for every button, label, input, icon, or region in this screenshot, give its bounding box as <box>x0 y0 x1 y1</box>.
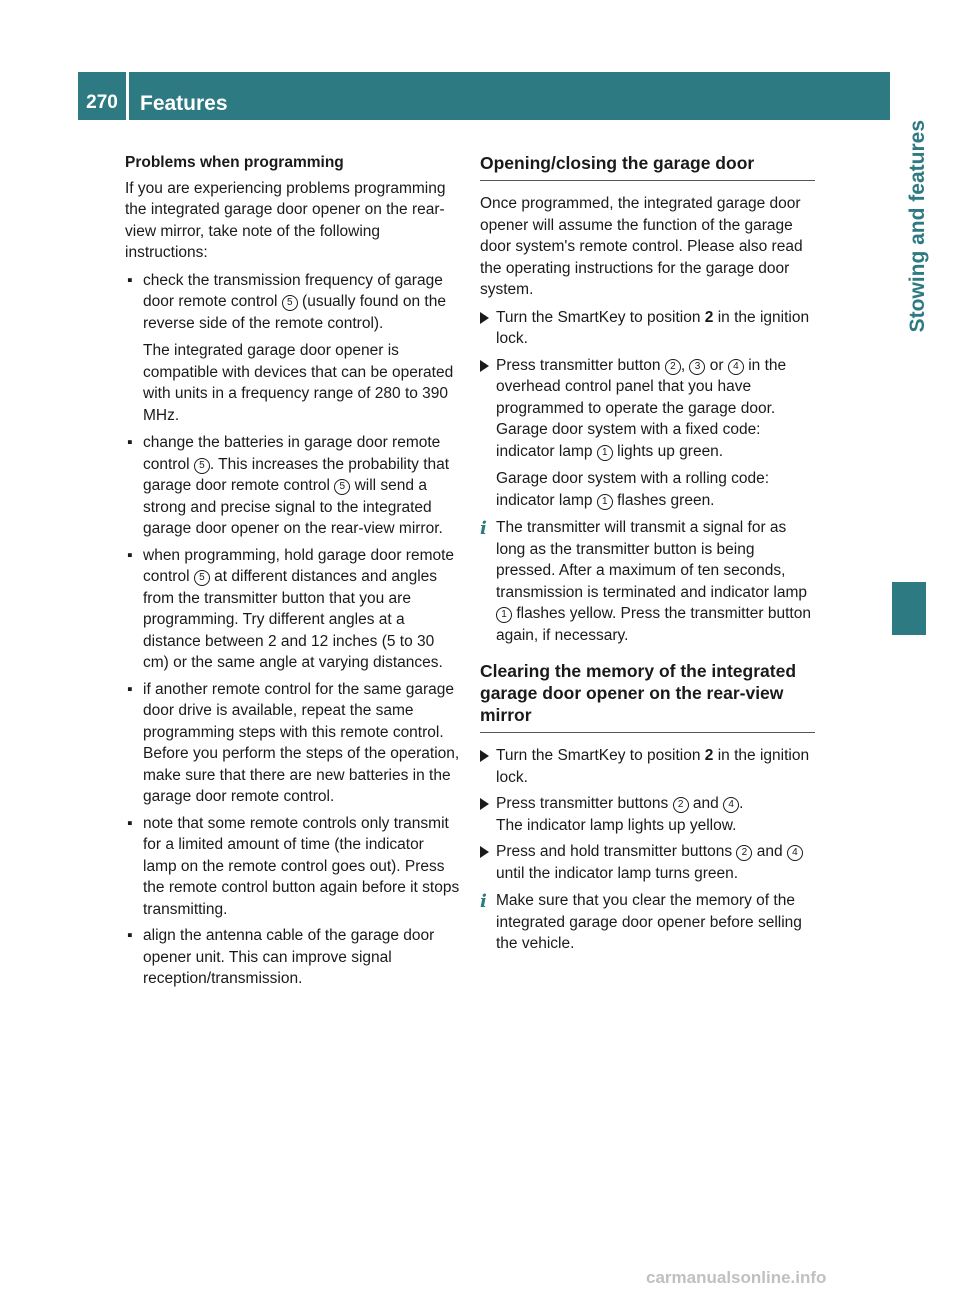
bullet-text: at different distances and angles from the transmitter button that you are programming. Try different angles at a distance between 2 and 12 inches (5 to 30 cm) or the same angle at varying distances. <box>143 568 443 671</box>
step-text: and <box>692 795 719 812</box>
step-text: until the indicator lamp turns green. <box>496 864 739 882</box>
bullet-mark: ▪ <box>127 927 133 944</box>
step-text: Press and hold transmitter buttons <box>496 843 733 860</box>
step-arrow-icon <box>480 750 489 762</box>
bullet-text: check the transmission frequency of garage door remote control <box>143 271 443 310</box>
info-icon: i <box>480 891 487 912</box>
callout-number: 1 <box>597 445 613 461</box>
callout-number: 1 <box>496 607 512 623</box>
intro-text: If you are experiencing problems programming the integrated garage door opener on the rear-view mirror, take note of the following instructions: <box>125 179 446 261</box>
page-title: Features <box>140 92 228 115</box>
step-text: Turn the SmartKey to position <box>496 747 701 764</box>
callout-number: 4 <box>787 845 803 861</box>
step-text: Garage door system with a rolling code: indicator lamp <box>496 470 770 509</box>
side-tab <box>892 120 940 590</box>
step-text: in the ignition lock. <box>496 747 810 786</box>
list-item <box>125 270 460 427</box>
step-text: Garage door system with a fixed code: indicator lamp <box>496 421 761 460</box>
info-text: flashes yellow. Press the transmitter button again, if necessary. <box>496 605 811 644</box>
instruction-step <box>480 841 815 884</box>
section-heading-opening: Opening/closing the garage door <box>480 152 815 181</box>
bullet-mark: ▪ <box>127 546 133 564</box>
header-divider <box>126 72 129 120</box>
list-item <box>125 679 460 808</box>
page-number: 270 <box>86 92 118 113</box>
step-text: , <box>680 356 686 374</box>
step-text: Press transmitter button <box>496 356 661 374</box>
info-note <box>480 890 815 955</box>
section-heading-problems: Problems when programming <box>125 154 344 171</box>
left-column <box>125 152 460 995</box>
step-arrow-icon <box>480 846 489 858</box>
callout-number: 2 <box>673 797 689 813</box>
section-heading-clearing: Clearing the memory of the integrated garage door opener on the rear-view mirror <box>480 660 815 733</box>
step-text: and <box>756 843 783 860</box>
list-item <box>125 925 460 990</box>
step-text: Turn the SmartKey to position <box>496 308 701 326</box>
instruction-step <box>480 355 815 512</box>
bullet-text: change the batteries in garage door remote control <box>143 434 441 473</box>
callout-number: 4 <box>728 359 744 375</box>
bullet-text: when programming, hold garage door remote control <box>143 546 455 585</box>
list-item <box>125 432 460 540</box>
instruction-step <box>480 793 815 836</box>
bullet-subnote: The integrated garage door opener is compatible with devices that can be operated with units in a frequency range of 280 to 390 MHz. <box>143 342 454 424</box>
position-number: 2 <box>704 747 714 764</box>
bullet-text: (usually found on the reverse side of the remote control). <box>143 293 446 332</box>
callout-number: 2 <box>665 359 681 375</box>
position-number: 2 <box>704 308 714 326</box>
intro-text: Once programmed, the integrated garage door opener will assume the function of the garage door system's remote control. Please also read the operating instructions for the garage door system. <box>480 195 803 298</box>
callout-number: 3 <box>689 359 705 375</box>
step-subnote: The indicator lamp lights up yellow. <box>496 816 737 834</box>
callout-number: 5 <box>194 570 210 586</box>
step-text: flashes green. <box>617 491 715 509</box>
bullet-text: will send a strong and precise signal to the integrated garage door opener on the rear-view mirror. <box>143 477 443 537</box>
callout-number: 2 <box>736 845 752 861</box>
bullet-text: align the antenna cable of the garage door opener unit. This can improve signal reception/transmission. <box>143 927 435 987</box>
callout-number: 5 <box>194 458 210 474</box>
step-text: . <box>739 795 744 812</box>
step-text: in the overhead control panel that you have programmed to operate the garage door. <box>496 356 787 417</box>
bullet-text: if another remote control for the same garage door drive is available, repeat the same programming steps with this remote control. Before you perform the steps of the operation, make sure that there are new batteries in the garage door remote control. <box>143 680 460 805</box>
step-text: lights up green. <box>617 442 724 460</box>
list-item <box>125 813 460 921</box>
bullet-mark: ▪ <box>127 271 133 289</box>
info-text: The transmitter will transmit a signal for as long as the transmitter button is being pressed. After a maximum of ten seconds, transmission is terminated and indicator lamp <box>496 519 807 601</box>
step-subnote <box>496 419 815 462</box>
callout-number: 4 <box>723 797 739 813</box>
instruction-step <box>480 307 815 350</box>
bullet-text: . This increases the probability that garage door remote control <box>143 455 450 494</box>
bullet-mark: ▪ <box>127 434 133 451</box>
bullet-text: note that some remote controls only transmit for a limited amount of time (the indicator lamp on the remote control goes out). Press the remote control button again before it stops transmitting. <box>143 814 460 918</box>
bullet-mark: ▪ <box>127 680 133 698</box>
instruction-step <box>480 745 815 788</box>
step-arrow-icon <box>480 360 489 372</box>
callout-number: 1 <box>597 494 613 510</box>
step-text: in the ignition lock. <box>496 308 810 347</box>
step-text: or <box>709 356 724 374</box>
step-arrow-icon <box>480 312 489 324</box>
side-tab-label: Stowing and features <box>906 120 929 333</box>
list-item <box>125 545 460 674</box>
step-text: Press transmitter buttons <box>496 795 669 812</box>
info-note <box>480 517 815 646</box>
right-column <box>480 152 815 965</box>
step-arrow-icon <box>480 798 489 810</box>
footer-watermark: carmanualsonline.info <box>646 1268 827 1287</box>
callout-number: 5 <box>282 295 298 311</box>
info-text: Make sure that you clear the memory of the integrated garage door opener before selling the vehicle. <box>496 892 802 952</box>
step-subnote <box>496 468 815 511</box>
bullet-mark: ▪ <box>127 814 133 832</box>
info-icon: i <box>480 518 487 539</box>
callout-number: 5 <box>334 479 350 495</box>
side-tab-marker <box>892 582 926 635</box>
